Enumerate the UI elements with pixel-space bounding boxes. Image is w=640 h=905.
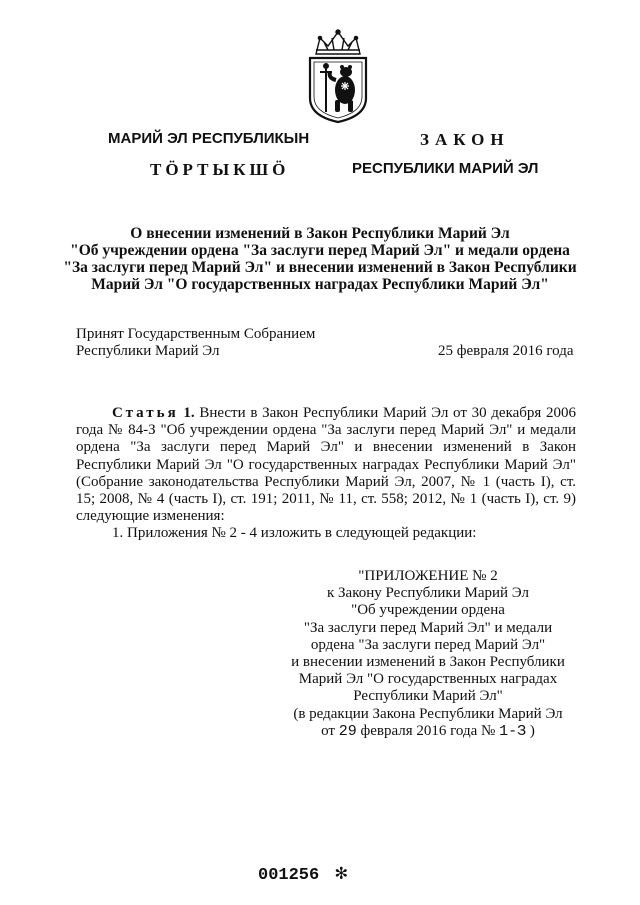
appendix-line: "Об учреждении ордена xyxy=(351,602,505,619)
appendix-middle: февраля 2016 года № xyxy=(356,722,500,739)
law-title-line: О внесении изменений в Закон Республики Марий Эл xyxy=(130,225,510,242)
law-title-line: "Об учреждении ордена "За заслуги перед Марий Эл" и медали ордена xyxy=(70,242,570,259)
document-footer xyxy=(258,860,347,886)
appendix-line: "За заслуги перед Марий Эл" и медали xyxy=(303,619,553,636)
appendix-line: Марий Эл "О государственных наградах xyxy=(298,671,558,688)
header-law-title: ЗАКОН xyxy=(420,130,510,149)
appendix-from: от xyxy=(321,722,339,739)
header-left-line2: ТӦРТЫКШӦ xyxy=(150,160,290,179)
article-text: Внести в Закон Республики Марий Эл от 30 декабря 2006 года № 84-З "Об учреждении ордена "За заслуги перед Марий Эл" и медали ордена "За заслуги перед Марий Эл" и внесении изменений в Закон Республики Марий Эл "О государственных наградах Республики Марий Эл" (Собрание законодательства Республики Марий Эл, 2007, № 1 (часть I), ст. 15; 2008, № 4 (часть I), ст. 191; 2011, № 11, ст. 558; 2012, № 1 (часть I), ст. 9) следующие изменения: xyxy=(76,405,576,525)
law-title xyxy=(60,225,580,293)
appendix-close: ) xyxy=(526,722,535,739)
article-1-paragraph xyxy=(76,405,576,525)
appendix-day: 29 xyxy=(338,722,357,740)
header-left-line1: МАРИЙ ЭЛ РЕСПУБЛИКЫН xyxy=(108,130,310,147)
crown-icon xyxy=(316,30,360,54)
adoption-date: 25 февраля 2016 года xyxy=(438,343,574,359)
asterisk-mark-icon: ✻ xyxy=(335,863,348,886)
appendix-header xyxy=(278,568,578,740)
coat-of-arms-emblem xyxy=(302,28,374,124)
appendix-law-number: 1-З xyxy=(499,722,527,740)
appendix-line: к Закону Республики Марий Эл xyxy=(326,585,529,602)
appendix-line: Республики Марий Эл" xyxy=(353,688,503,705)
article-1 xyxy=(76,405,576,543)
appendix-last-line xyxy=(278,723,578,740)
article-item-1: 1. Приложения № 2 - 4 изложить в следующей редакции: xyxy=(112,525,477,542)
header-republic: РЕСПУБЛИКИ МАРИЙ ЭЛ xyxy=(352,160,539,177)
document-serial-number: 001256 xyxy=(258,866,320,885)
law-title-line: "За заслуги перед Марий Эл" и внесении изменений в Закон Республики xyxy=(63,259,577,276)
appendix-line: и внесении изменений в Закон Республики xyxy=(291,654,565,671)
law-title-line: Марий Эл "О государственных наградах Республики Марий Эл" xyxy=(91,276,549,293)
appendix-line: (в редакции Закона Республики Марий Эл xyxy=(293,705,563,722)
article-number: 1. xyxy=(183,405,195,421)
appendix-line: ордена "За заслуги перед Марий Эл" xyxy=(310,636,546,653)
article-label: Статья xyxy=(112,405,179,421)
adoption-line2: Республики Марий Эл xyxy=(76,343,220,359)
adoption-line1: Принят Государственным Собранием xyxy=(76,326,316,342)
adoption-info xyxy=(76,326,315,360)
appendix-line: "ПРИЛОЖЕНИЕ № 2 xyxy=(358,568,498,584)
